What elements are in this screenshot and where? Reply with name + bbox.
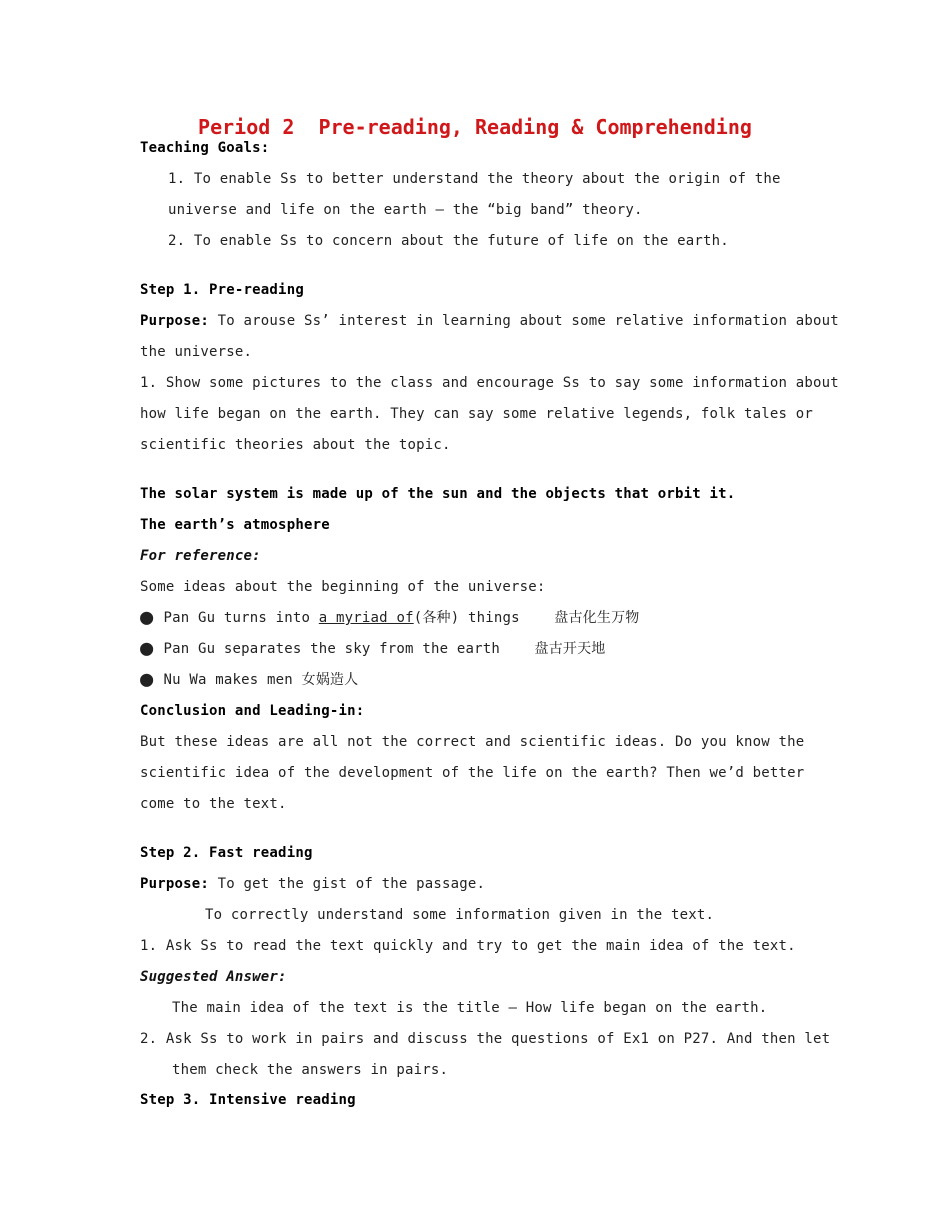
reference-intro: Some ideas about the beginning of the universe:	[140, 579, 546, 595]
suggested-answer-label: Suggested Answer:	[140, 969, 287, 985]
step-1-heading: Step 1. Pre-reading	[140, 282, 304, 298]
step-3-heading: Step 3. Intensive reading	[140, 1092, 356, 1108]
step-1-purpose-line-1	[140, 312, 839, 330]
bullet-text-post: (各种) things 盘古化生万物	[413, 610, 640, 626]
underlined-phrase: a myriad of	[318, 610, 414, 626]
conclusion-line-2: scientific idea of the development of the life on the earth? Then we’d better	[140, 765, 805, 781]
conclusion-line-3: come to the text.	[140, 796, 287, 812]
step-2-purpose-line-2: To correctly understand some information given in the text.	[205, 907, 715, 923]
step-2-item-1: 1. Ask Ss to read the text quickly and try to get the main idea of the text.	[140, 938, 796, 954]
bullet-icon: ●	[140, 667, 154, 692]
bullet-icon: ●	[140, 636, 154, 661]
step-2-purpose-line-1	[140, 875, 485, 893]
step-1-item-1-line-2: how life began on the earth. They can say some relative legends, folk tales or	[140, 406, 814, 422]
bullet-text-pre: Pan Gu turns into	[163, 610, 319, 626]
purpose-label: Purpose:	[140, 313, 210, 329]
page-title: Period 2 Pre-reading, Reading & Comprehending	[198, 115, 752, 139]
solar-system-note: The solar system is made up of the sun and the objects that orbit it.	[140, 486, 736, 502]
step-1-item-1-line-1: 1. Show some pictures to the class and encourage Ss to say some information about	[140, 375, 839, 391]
goal-1-line-2: universe and life on the earth — the “big band” theory.	[168, 202, 643, 218]
bullet-item	[140, 667, 359, 692]
bullet-item	[140, 636, 606, 661]
step-1-item-1-line-3: scientific theories about the topic.	[140, 437, 451, 453]
conclusion-line-1: But these ideas are all not the correct and scientific ideas. Do you know the	[140, 734, 805, 750]
bullet-icon: ●	[140, 605, 154, 630]
suggested-answer: The main idea of the text is the title — How life began on the earth.	[172, 1000, 768, 1016]
reference-label: For reference:	[140, 548, 261, 564]
goal-1-line-1: 1. To enable Ss to better understand the theory about the origin of the	[168, 171, 781, 187]
purpose-text: To arouse Ss’ interest in learning about some relative information about	[209, 313, 839, 329]
bullet-text: Pan Gu separates the sky from the earth 盘古开天地	[163, 641, 606, 657]
bullet-item	[140, 605, 640, 630]
purpose-label: Purpose:	[140, 876, 210, 892]
atmosphere-note: The earth’s atmosphere	[140, 517, 330, 533]
goal-2: 2. To enable Ss to concern about the future of life on the earth.	[168, 233, 729, 249]
teaching-goals-heading: Teaching Goals:	[140, 140, 270, 156]
step-2-heading: Step 2. Fast reading	[140, 845, 313, 861]
purpose-text: To get the gist of the passage.	[209, 876, 486, 892]
step-2-item-2-line-2: them check the answers in pairs.	[172, 1062, 449, 1078]
step-1-purpose-line-2: the universe.	[140, 344, 253, 360]
step-2-item-2-line-1: 2. Ask Ss to work in pairs and discuss the questions of Ex1 on P27. And then let	[140, 1031, 831, 1047]
conclusion-heading: Conclusion and Leading-in:	[140, 703, 365, 719]
bullet-text: Nu Wa makes men 女娲造人	[163, 672, 359, 688]
